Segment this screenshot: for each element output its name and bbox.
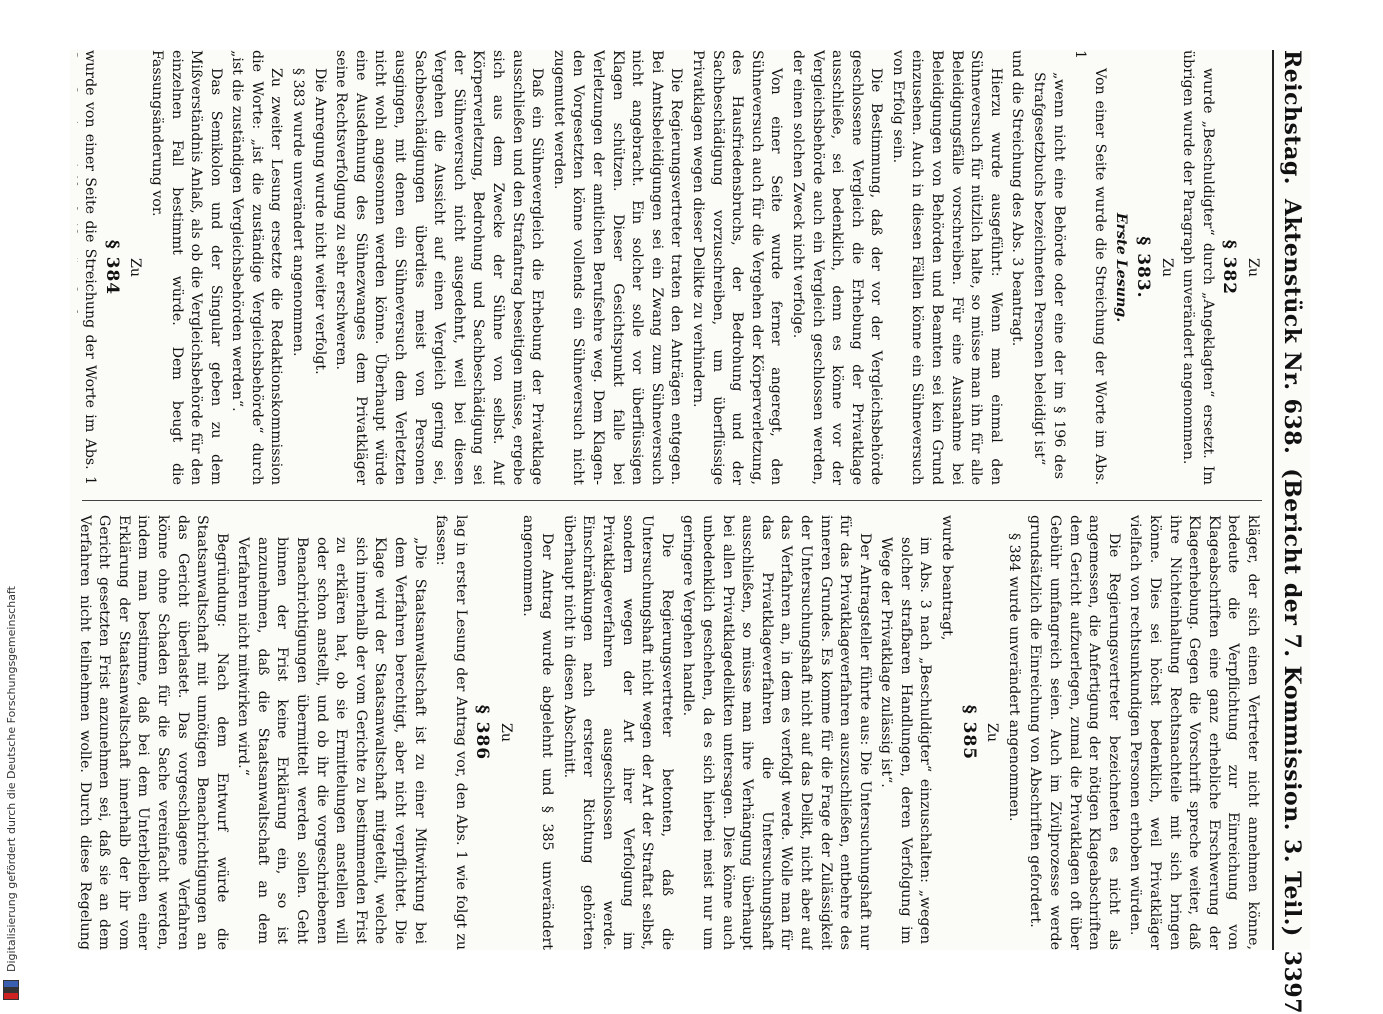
text-column-right bbox=[77, 515, 1262, 950]
section-heading: § 383. bbox=[1133, 236, 1154, 299]
footer-text: Digitalisierung gefördert durch die Deutsche Forschungsgemeinschaft bbox=[4, 586, 18, 972]
section-heading: § 386 bbox=[472, 704, 493, 761]
paragraph: Begründung: Nach dem Entwurf würde die Staatsanwaltschaft mit unnötigen Benachrichtigungen an das Gericht überlastet. Das vorgeschlagene Verfahren könne ohne Schaden für die Sache vereinfacht werden, indem man bestimme, daß bei dem Unterbleiben einer Erklärung der Staatsanwaltschaft innerhalb der ihr vom Gericht gesetzten Frist anzunehmen sei, daß sie an dem Verfahren nicht teilnehmen wolle. Durch diese Regelung bbox=[77, 515, 230, 950]
paragraph: Von einer Seite wurde die Streichung der Worte im Abs. 1 bbox=[1072, 50, 1108, 485]
paragraph: § 383 wurde unverändert angenommen. bbox=[290, 68, 307, 357]
paragraph: Das Semikolon und der Singular geben zu dem Mißverständnis Anlaß, als ob die Vergleichsbehörde für den einzelnen Fall bestimmt würde. Dem beugt die Fassungsänderung vor. bbox=[148, 50, 224, 485]
section-heading: § 384 bbox=[101, 239, 122, 296]
quoted-text: „wenn nicht eine Behörde oder eine der im § 196 des Strafgesetzbuchs bezeichneten Personen beleidigt ist“ bbox=[1031, 72, 1067, 479]
paragraph: Der Antragsteller führte aus: Die Untersuchungshaft nur für das Privatklageverfahren auszuschließen, entbehre des inneren Grundes. Es komme für die Frage der Zulässigkeit der Untersuchungshaft nicht auf das Delikt, nicht aber auf das Verfahren an, in dem es verfolgt werde. Wolle man für das Privatklageverfahren die Untersuchungshaft ausschließen, so müsse man ihre Verhängung überhaupt bei allen Privatklagedelikten untersagen. Dies könne auch unbedenklich geschehen, da es sich hierbei meist nur um geringere Vergehen handle. bbox=[680, 515, 873, 950]
paragraph: Der Antrag wurde abgelehnt und § 385 unverändert angenommen. bbox=[519, 515, 556, 950]
text-column-left bbox=[77, 50, 1262, 485]
document-page bbox=[70, 50, 1310, 1014]
quoted-text: im Abs. 3 nach „Beschuldigter“ einzuschalten: „wegen solcher strafbaren Handlungen, deren Verfolgung im Wege der Privatklage zulässig ist“. bbox=[878, 537, 934, 944]
section-intro: Zu bbox=[127, 258, 144, 277]
section-intro: Zu bbox=[498, 723, 515, 742]
paragraph: Hierzu wurde ausgeführt: Wenn man einmal den Sühneversuch für nützlich halte, so müsse man ihn für alle Beleidigungsfälle vorschreiben. Für eine Ausnahme bei Beleidigungen von Behörden und Beamten sei kein Grund einzusehen. Auch in diesen Fällen könne ein Sühneversuch von Erfolg sein. bbox=[889, 50, 1004, 485]
column-divider bbox=[82, 500, 1262, 501]
section-intro: Zu bbox=[984, 723, 1001, 742]
section-heading: § 385 bbox=[958, 704, 979, 761]
paragraph: wurde von einer Seite die Streichung der Worte im Abs. 1 bbox=[82, 50, 99, 485]
header-right: (Bericht der 7. Kommission. 3. Teil.) bbox=[1279, 468, 1305, 937]
paragraph: wurde „Beschuldigter“ durch „Angeklagten“ ersetzt. Im übrigen wurde der Paragraph unverändert angenommen. bbox=[1180, 50, 1216, 485]
paragraph: wurde beantragt, bbox=[939, 515, 956, 641]
page-number: 3397 bbox=[1279, 950, 1305, 1014]
paragraph: Daß ein Sühnevergleich die Erhebung der Privatklage ausschließen und den Strafantrag beseitigen müsse, ergebe sich aus dem Zwecke der Sühne von selbst. Auf Körperverletzung, Bedrohung und Sachbeschädigung sei der Sühneversuch nicht ausgedehnt, weil bei diesen Vergehen die Aussicht auf einen Vergleich gering sei, Sachbeschädigungen überdies meist von Personen ausgingen, mit denen ein Sühneversuch dem Verletzten nicht wohl angesonnen werden könne. Überhaupt würde eine Ausdehnung des Sühnezwanges dem Privatkläger seine Rechtsverfolgung zu sehr erschweren. bbox=[333, 50, 546, 485]
section-intro: Zu bbox=[1245, 258, 1261, 277]
paragraph: und die Streichung des Abs. 3 beantragt. bbox=[1009, 50, 1026, 347]
header-left: Reichstag. bbox=[1279, 50, 1305, 185]
page-header bbox=[1272, 50, 1310, 1014]
paragraph: Zu zweiter Lesung ersetzte die Redaktionskommission die Worte: „ist die zuständige Vergleichsbehörde“ durch „ist die zuständigen Vergleichsbehörden werden“. bbox=[229, 50, 285, 485]
paragraph: Die Regierungsvertreter traten den Anträgen entgegen. Bei Amtsbeleidigungen sei ein Zwang zum Sühneversuch nicht angebracht. Ein solcher solle vor überflüssigen Klagen schützen. Dieser Gesichtspunkt falle bei Verletzungen der amtlichen Berufsehre weg. Dem Klagen- den Vorgesetzten könne vollends ein Sühneversuch nicht zugemutet werden. bbox=[550, 50, 685, 485]
section-intro: Zu bbox=[1158, 258, 1175, 277]
paragraph: Die Regierungsvertreter bezeichneten es nicht als angemessen, die Anfertigung der nötigen Klageabschriften dem Gericht aufzuerlegen, zumal die Privatklagen oft über Gebühr umfangreich seien. Auch im Zivilprozesse werde grundsätzlich die Einreichung von Abschriften gefordert. bbox=[1027, 515, 1122, 950]
digitization-footer bbox=[0, 0, 22, 1000]
paragraph: Die Bestimmung, daß der vor der Vergleichsbehörde geschlossene Vergleich die Erhebung der Privatklage ausschließe, sei bedenklich, denn es könne vor der Vergleichsbehörde auch ein Vergleich geschlossen werden, der einen solchen Zweck nicht verfolge. bbox=[789, 50, 885, 485]
paragraph: kläger, der sich einen Vertreter nicht annehmen könne, bedeute die Verpflichtung zur Einreichung von Klageabschriften eine ganz erhebliche Erschwerung der Klageerhebung. Gegen die Vorschrift spreche weiter, daß ihre Nichteinhaltung Rechtsnachteile mit sich bringen könne. Dies sei höchst bedenklich, weil Privatkläger vielfach von rechtsunkundigen Personen erhoben würden. bbox=[1127, 515, 1261, 950]
paragraph: Die Anregung wurde nicht weiter verfolgt. bbox=[311, 68, 328, 375]
header-center: Aktenstück Nr. 638. bbox=[1279, 198, 1305, 455]
subheading: Erste Lesung. bbox=[1113, 212, 1130, 323]
section-heading: § 382 bbox=[1219, 239, 1240, 296]
paragraph: Die Regierungsvertreter betonten, daß die Untersuchungshaft nicht wegen der Art der Straftat selbst, sondern wegen der Art ihrer Verfolgung im Privatklageverfahren ausgeschlossen werde. Einschränkungen nach ersterer Richtung gehörten überhaupt nicht in diesen Abschnitt. bbox=[560, 515, 675, 950]
paragraph: Von einer Seite wurde ferner angeregt, den Sühneversuch auch für die Vergehen der Körperverletzung, des Hausfriedensbruchs, der Bedrohung und der Sachbeschädigung vorzuschreiben, um überflüssige Privatklagen wegen dieser Delikte zu verhindern. bbox=[689, 50, 785, 485]
paragraph: lag in erster Lesung der Antrag vor, den Abs. 1 wie folgt zu fassen: bbox=[433, 515, 469, 950]
quoted-text: „Die Staatsanwaltschaft ist zu einer Mitwirkung bei dem Verfahren berechtigt, aber nicht verpflichtet. Die Klage wird der Staatsanwaltschaft mitgeteilt, welche sich innerhalb der vom Gerichte zu bestimmenden Frist zu erklären hat, ob sie Ermittelungen anstellen will oder schon anstellt, und ob ihr die vorgeschriebenen Benachrichtigungen übermittelt werden sollen. Geht binnen der Frist keine Erklärung ein, so ist anzunehmen, daß die Staatsanwaltschaft an dem Verfahren nicht mitwirken wird.“ bbox=[235, 537, 428, 944]
dfg-logo-icon bbox=[3, 980, 19, 1000]
paragraph: § 384 wurde unverändert angenommen. bbox=[1005, 533, 1022, 822]
